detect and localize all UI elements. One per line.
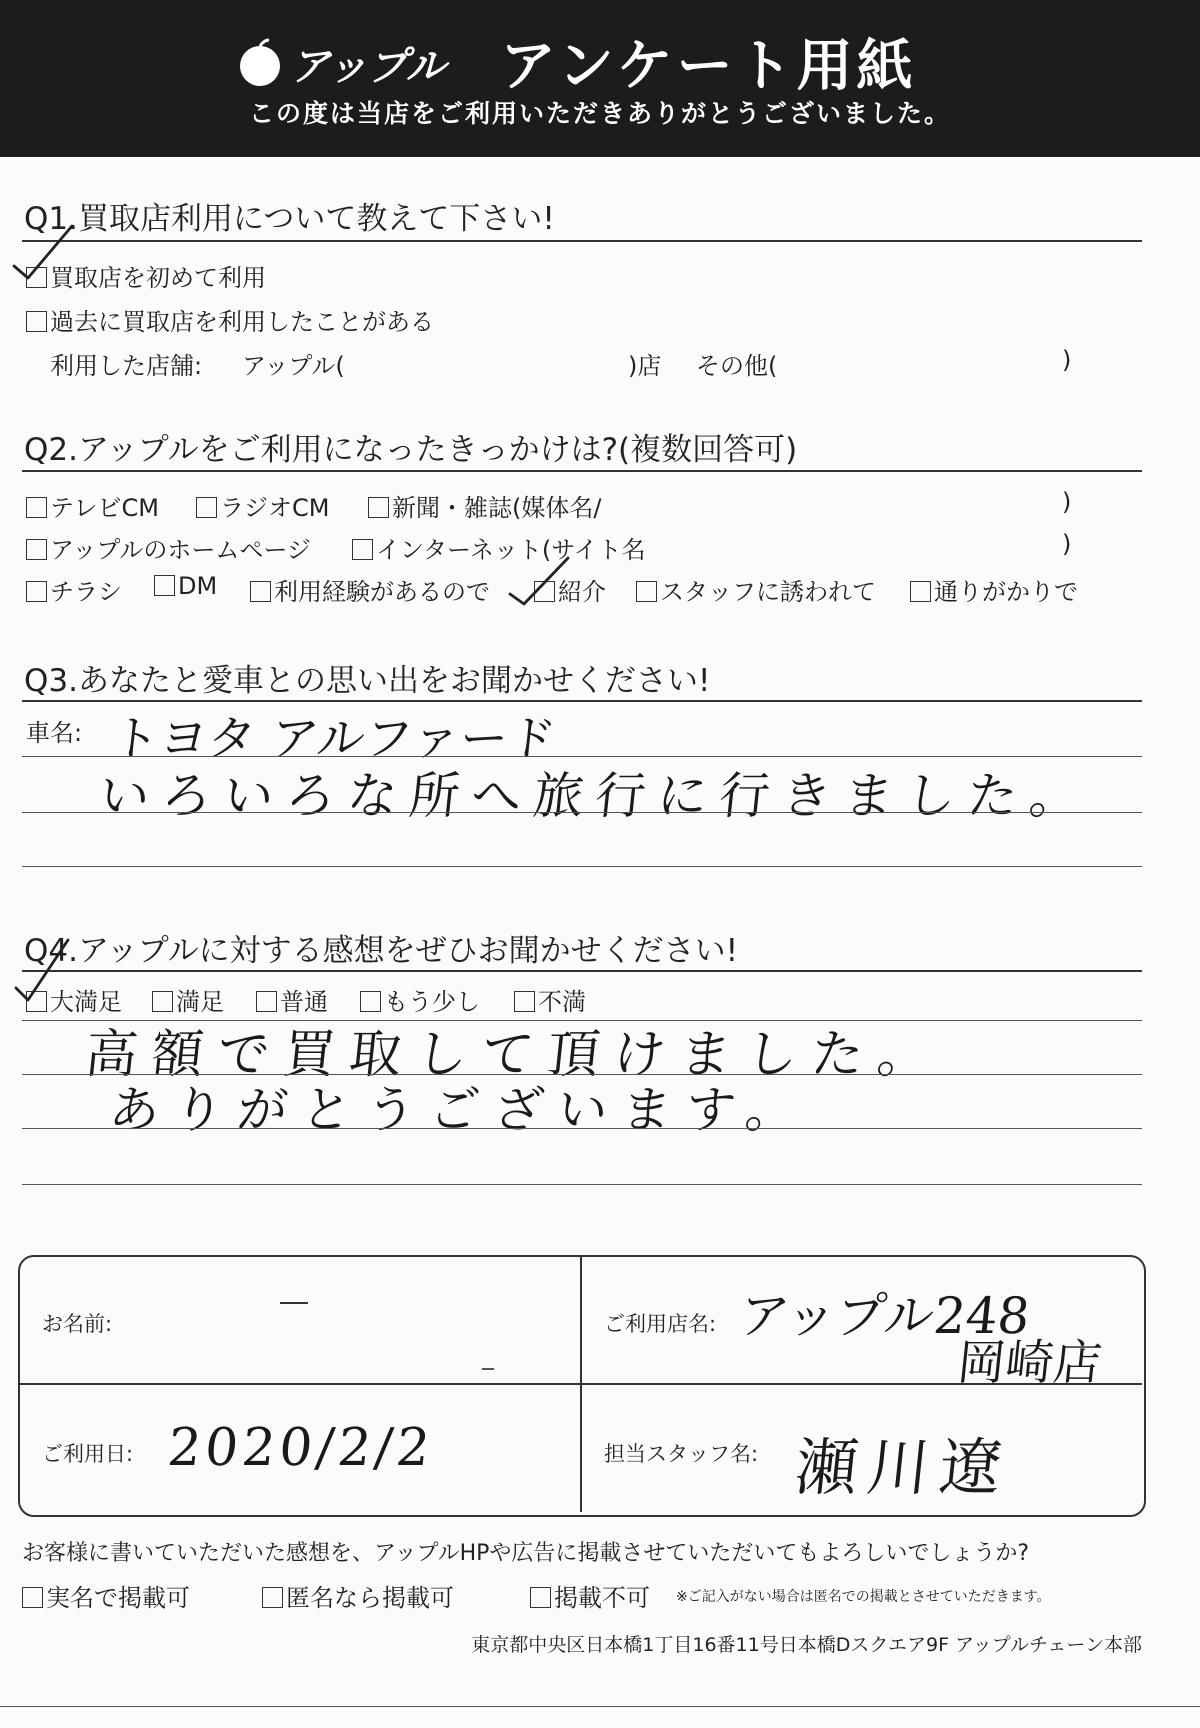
q1-close: ) <box>1062 346 1072 374</box>
checkbox[interactable] <box>636 581 657 602</box>
checkmark-icon <box>8 222 78 284</box>
checkbox[interactable] <box>26 539 47 560</box>
checkbox[interactable] <box>154 575 175 596</box>
form-subtitle: この度は当店をご利用いただきありがとうございました。 <box>248 99 951 128</box>
q4-title: Q4.アップルに対する感想をぜひお聞かせください! <box>24 933 738 969</box>
name-redaction-mark <box>482 1368 494 1370</box>
q3-title: Q3.あなたと愛車との思い出をお聞かせください! <box>24 663 711 699</box>
store-name-value-1[interactable]: アップル248 <box>736 1287 1033 1345</box>
checkmark-icon <box>504 554 574 610</box>
q1-title: Q1.買取店利用について教えて下さい! <box>24 201 555 237</box>
q4-option-normal[interactable]: 普通 <box>256 982 328 1017</box>
q4-option-dissatisfied[interactable]: 不満 <box>514 982 586 1017</box>
q4-line-3 <box>22 1128 1142 1129</box>
checkbox[interactable] <box>196 497 217 518</box>
q2-option-referral[interactable]: 紹介 <box>534 572 606 607</box>
apple-logo <box>238 38 468 90</box>
checkbox[interactable] <box>910 581 931 602</box>
q1-option-used-before[interactable]: 過去に買取店を利用したことがある <box>26 302 434 337</box>
q2-rule <box>22 470 1142 472</box>
q2-title: Q2.アップルをご利用になったきっかけは?(複数回答可) <box>24 432 798 468</box>
checkbox[interactable] <box>26 581 47 602</box>
form-title: アンケート用紙 <box>500 34 917 99</box>
consent-note: ※ご記入がない場合は匿名での掲載とさせていただきます。 <box>676 1589 1051 1605</box>
checkbox[interactable] <box>22 1587 43 1608</box>
q3-line-2 <box>22 812 1142 813</box>
checkbox[interactable] <box>26 311 47 332</box>
q2-option-tv[interactable]: テレビCM <box>26 488 159 523</box>
consent-option-no-publish[interactable]: 掲載不可 <box>530 1578 650 1613</box>
checkbox[interactable] <box>352 539 373 560</box>
checkbox[interactable] <box>250 581 271 602</box>
q1-option-first-time[interactable]: 買取店を初めて利用 <box>26 258 266 293</box>
q2-option-flyer[interactable]: チラシ <box>26 572 122 607</box>
q1-other-open: その他( <box>696 352 778 380</box>
consent-option-anonymous[interactable]: 匿名なら掲載可 <box>262 1578 454 1613</box>
q4-option-very-satisfied[interactable]: 大満足 <box>26 982 122 1017</box>
name-label: お名前: <box>42 1312 113 1336</box>
q2-option-dm[interactable]: DM <box>154 572 217 600</box>
checkbox[interactable] <box>530 1587 551 1608</box>
name-redaction-mark <box>280 1302 308 1304</box>
q2-option-radio[interactable]: ラジオCM <box>196 488 329 523</box>
checkbox[interactable] <box>368 497 389 518</box>
logo-text: アップル <box>290 44 446 90</box>
q2-option-staff[interactable]: スタッフに誘われて <box>636 572 876 607</box>
checkbox[interactable] <box>360 991 381 1012</box>
store-name-value-2[interactable]: 岡崎店 <box>954 1335 1105 1391</box>
q2-option-homepage[interactable]: アップルのホームページ <box>26 530 311 565</box>
consent-question: お客様に書いていただいた感想を、アップルHPや広告に掲載させていただいてもよろしいでしょうか? <box>22 1541 1030 1566</box>
q4-comment-line-2[interactable]: ありがとうございます。 <box>106 1081 813 1139</box>
staff-name-label: 担当スタッフ名: <box>604 1442 759 1466</box>
q2-close-2: ) <box>1062 530 1072 558</box>
checkbox[interactable] <box>262 1587 283 1608</box>
q4-line-4 <box>22 1184 1142 1185</box>
q3-line-3 <box>22 866 1142 867</box>
q4-comment-line-1[interactable]: 高額で買取して頂けました。 <box>82 1025 947 1085</box>
consent-option-real-name[interactable]: 実名で掲載可 <box>22 1578 190 1613</box>
usage-date-value[interactable]: 2020/2/2 <box>164 1418 437 1478</box>
bottom-edge-line <box>0 1706 1200 1707</box>
q2-option-internet[interactable]: インターネット(サイト名 <box>352 530 646 565</box>
checkmark-icon <box>10 936 76 1006</box>
q3-memory-text[interactable]: いろいろな所へ旅行に行きました。 <box>96 767 1095 825</box>
car-name-value[interactable]: トヨタ アルファード <box>108 711 559 767</box>
q4-rule <box>22 970 1142 972</box>
q4-option-satisfied[interactable]: 満足 <box>152 982 224 1017</box>
q1-store-close: )店 <box>628 352 662 380</box>
checkbox[interactable] <box>26 497 47 518</box>
q1-apple-open: アップル( <box>242 352 345 380</box>
q2-option-passing[interactable]: 通りがかりで <box>910 572 1078 607</box>
q4-option-little-more[interactable]: もう少し <box>360 982 480 1017</box>
store-name-label: ご利用店名: <box>604 1312 717 1336</box>
staff-name-value[interactable]: 瀬川遼 <box>791 1431 1016 1504</box>
q1-store-label: 利用した店舗: <box>50 352 203 380</box>
q2-option-newspaper[interactable]: 新聞・雑誌(媒体名/ <box>368 488 601 523</box>
checkbox[interactable] <box>256 991 277 1012</box>
q2-close-1: ) <box>1062 488 1072 516</box>
footer-address: 東京都中央区日本橋1丁目16番11号日本橋Dスクエア9F アップルチェーン本部 <box>471 1634 1142 1656</box>
usage-date-label: ご利用日: <box>42 1442 134 1466</box>
q1-rule <box>22 240 1142 242</box>
checkbox[interactable] <box>152 991 173 1012</box>
q2-option-experience[interactable]: 利用経験があるので <box>250 572 490 607</box>
checkbox[interactable] <box>514 991 535 1012</box>
car-name-label: 車名: <box>26 719 83 747</box>
